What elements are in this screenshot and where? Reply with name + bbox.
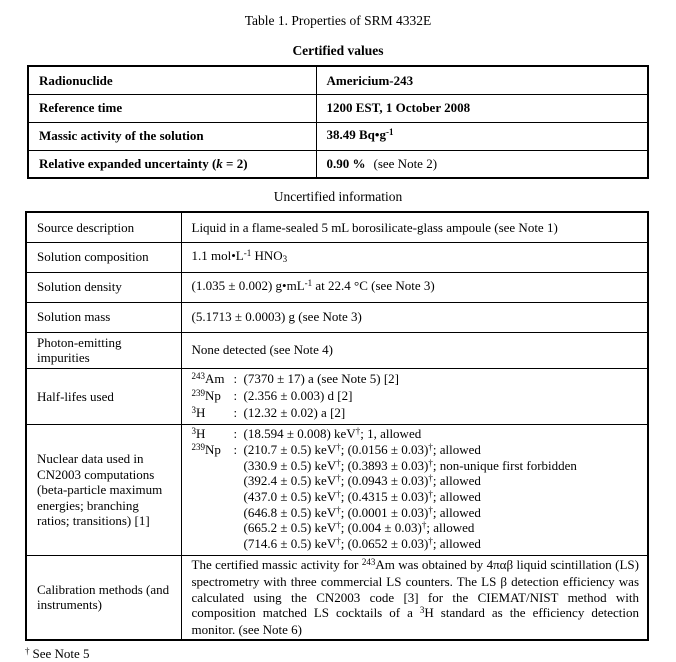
nuclide-separator [234, 521, 244, 537]
row-value [316, 150, 648, 178]
nuclide-label [192, 490, 234, 506]
certified-values-table [27, 65, 649, 179]
nuclide-label [192, 371, 234, 388]
nuclear-data-line [192, 537, 640, 553]
nuclide-label [192, 506, 234, 522]
nuclide-mass: 243 [191, 370, 205, 381]
row-label: Solution density [26, 272, 181, 302]
value-text: 1200 EST, 1 October 2008 [326, 100, 471, 116]
nuclide-label [192, 459, 234, 475]
row-photon-emitting-impurities [26, 332, 648, 368]
nuclear-data-value: (330.9 ± 0.5) keV†; (0.3893 ± 0.03)†; non-unique first forbidden [243, 457, 577, 473]
row-relative-expanded-uncertainty [28, 150, 648, 178]
nuclide-separator: : [233, 404, 238, 420]
nuclide-mass: 239 [191, 441, 205, 452]
footnote-text: See Note 5 [32, 645, 90, 661]
nuclide-element: Am [205, 370, 225, 386]
row-label: Radionuclide [28, 66, 316, 94]
nuclide-separator [234, 506, 244, 522]
nuclear-data-value: (18.594 ± 0.008) keV†; 1, allowed [243, 426, 422, 442]
nuclear-data-value: (210.7 ± 0.5) keV†; (0.0156 ± 0.03)†; allowed [243, 441, 481, 457]
row-label: Photon-emitting impurities [26, 332, 181, 368]
row-value: The certified massic activity for $^{243}$Am was obtained by 4παβ liquid scintillation (LS) spectrometry with three commercial LS counters. The LS β detection efficiency was calculated using the CN2003 code [3] for the CIEMAT/NIST method with composition matched LS cocktails of a $^3$H standard as the efficiency detection monitor. (see Note 6) [181, 555, 648, 640]
row-value: (5.1713 ± 0.0003) g (see Note 3) [181, 302, 648, 332]
nuclide-mass: 239 [191, 387, 205, 398]
nuclear-data-value: (714.6 ± 0.5) keV†; (0.0652 ± 0.03)†; allowed [243, 536, 481, 552]
nuclide-separator [234, 474, 244, 490]
half-life-line [192, 371, 640, 388]
row-label: Reference time [28, 94, 316, 122]
row-label: Relative expanded uncertainty (k = 2) [28, 150, 316, 178]
row-solution-density [26, 272, 648, 302]
footnote-dagger-marker: † [25, 645, 30, 656]
row-radionuclide [28, 66, 648, 94]
row-value: 1.1 $mol•L^{-1}$ HNO3 [181, 242, 648, 272]
row-label: Half-lifes used [26, 368, 181, 425]
row-solution-composition [26, 242, 648, 272]
nuclide-label [192, 388, 234, 405]
row-value [181, 425, 648, 556]
nuclide-separator: : [233, 426, 238, 442]
uncertified-information-table [25, 211, 649, 641]
row-half-lifes [26, 368, 648, 425]
row-label: Nuclear data used in CN2003 computations (beta-particle maximum energies; branching ratios; transitions) [1] [26, 425, 181, 556]
row-value [316, 94, 648, 122]
row-label: Solution composition [26, 242, 181, 272]
nuclide-separator: : [233, 387, 238, 403]
nuclear-data-value: (646.8 ± 0.5) keV†; (0.0001 ± 0.03)†; allowed [243, 504, 481, 520]
nuclide-label [192, 443, 234, 459]
row-solution-mass [26, 302, 648, 332]
row-source-description [26, 212, 648, 242]
nuclide-separator [234, 459, 244, 475]
nuclide-separator: : [233, 441, 238, 457]
nuclide-element: Np [205, 387, 221, 403]
row-value [316, 66, 648, 94]
nuclear-data-line [192, 521, 640, 537]
value-text: 0.90 % [326, 156, 366, 171]
value-text: Americium-243 [326, 72, 414, 88]
row-value: Liquid in a flame-sealed 5 mL borosilicate-glass ampoule (see Note 1) [181, 212, 648, 242]
value-note: (see Note 2) [373, 156, 438, 171]
nuclide-label [192, 537, 234, 553]
row-value [181, 368, 648, 425]
row-label: Calibration methods (and instruments) [26, 555, 181, 640]
half-life-line [192, 388, 640, 405]
nuclide-separator [234, 537, 244, 553]
nuclide-separator: : [233, 370, 238, 386]
row-value: (1.035 ± 0.002) $g•mL^{-1}$ at 22.4 °C (see Note 3) [181, 272, 648, 302]
nuclide-label [192, 427, 234, 443]
row-massic-activity [28, 122, 648, 150]
nuclear-data-line [192, 459, 640, 475]
nuclide-element: Np [205, 441, 221, 457]
nuclear-data-line [192, 490, 640, 506]
row-calibration-methods [26, 555, 648, 640]
half-life-value: (12.32 ± 0.02) a [2] [243, 404, 346, 420]
row-value [316, 122, 648, 150]
row-label: Source description [26, 212, 181, 242]
half-life-value: (7370 ± 17) a (see Note 5) [2] [243, 370, 399, 386]
row-value: None detected (see Note 4) [181, 332, 648, 368]
nuclide-element: H [196, 426, 206, 442]
row-reference-time [28, 94, 648, 122]
value-text: 38.49 $Bq•g^{-1}$ [326, 127, 394, 143]
nuclide-mass: 3 [191, 404, 196, 415]
nuclear-data-value: (665.2 ± 0.5) keV†; (0.004 ± 0.03)†; allowed [243, 520, 475, 536]
nuclide-mass: 3 [191, 426, 196, 437]
nuclide-label [192, 521, 234, 537]
row-nuclear-data [26, 425, 648, 556]
nuclide-separator [234, 490, 244, 506]
row-label: Massic activity of the solution [28, 122, 316, 150]
nuclear-data-line [192, 427, 640, 443]
nuclear-data-line [192, 506, 640, 522]
nuclide-label [192, 405, 234, 422]
certified-values-heading: Certified values [292, 43, 384, 58]
nuclear-data-line [192, 443, 640, 459]
table-title: Table 1. Properties of SRM 4332E [244, 13, 432, 28]
footnote [25, 646, 676, 662]
nuclear-data-line [192, 474, 640, 490]
uncertified-information-heading: Uncertified information [273, 189, 403, 204]
half-life-value: (2.356 ± 0.003) d [2] [243, 387, 353, 403]
row-label: Solution mass [26, 302, 181, 332]
nuclear-data-value: (392.4 ± 0.5) keV†; (0.0943 ± 0.03)†; allowed [243, 473, 481, 489]
nuclide-label [192, 474, 234, 490]
nuclide-element: H [196, 404, 206, 420]
nuclear-data-value: (437.0 ± 0.5) keV†; (0.4315 ± 0.03)†; allowed [243, 488, 481, 504]
half-life-line [192, 405, 640, 422]
